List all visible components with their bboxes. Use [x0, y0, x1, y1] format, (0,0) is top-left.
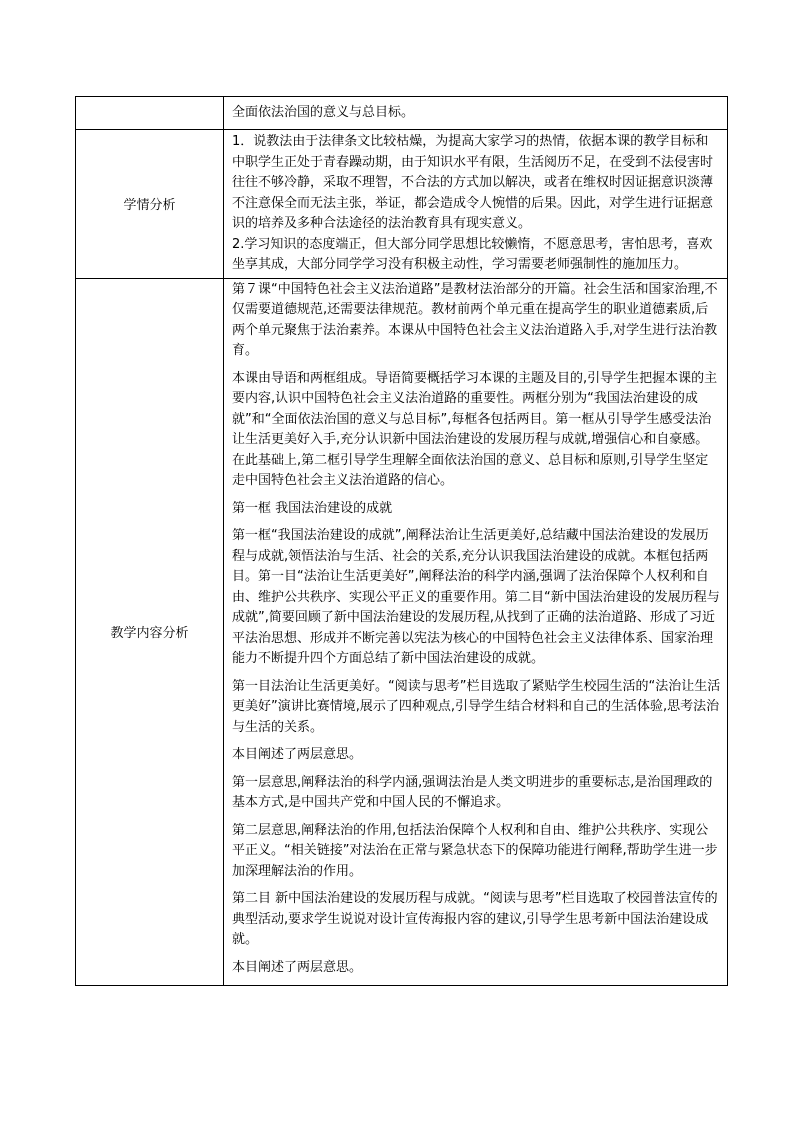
paragraph: 第７课“中国特色社会主义法治道路”是教材法治部分的开篇。社会生活和国家治理,不仅需要道德规范,还需要法律规范。教材前两个单元重在提高学生的职业道德素质,后两个单元聚焦于法治素养。本课从中国特色社会主义法治道路入手,对学生进行法治教育。 — [232, 281, 718, 358]
paragraph: 本课由导语和两框组成。导语简要概括学习本课的主题及目的,引导学生把握本课的主要内容,认识中国特色社会主义法治道路的重要性。两框分别为“我国法治建设的成就”和“全面依法治国的意义与总目标”,每框各包括两目。第一框从引导学生感受法治让生活更美好入手,充分认识新中国法治建设的发展历程与成就,增强信心和自豪感。在此基础上,第二框引导学生理解全面依法治国的意义、总目标和原则,引导学生坚定走中国特色社会主义法治道路的信心。 — [232, 370, 718, 488]
lesson-plan-table — [75, 96, 728, 986]
paragraph: 第二层意思,阐释法治的作用,包括法治保障个人权利和自由、维护公共秩序、实现公平正义。“相关链接”对法治在正常与紧急状态下的保障功能进行阐释,帮助学生进一步加深理解法治的作用。 — [232, 822, 718, 879]
row-content-student-analysis — [224, 130, 728, 279]
row-label-student-analysis: 学情分析 — [76, 130, 224, 279]
paragraph: 第一目法治让生活更美好。“阅读与思考”栏目选取了紧贴学生校园生活的“法治让生活更美好”演讲比赛情境,展示了四种观点,引导学生结合材料和自己的生活体验,思考法治与生活的关系。 — [232, 678, 721, 735]
paragraph: 第一框 我国法治建设的成就 — [232, 500, 393, 516]
paragraph: 本目阐述了两层意思。 — [232, 959, 363, 975]
table-row-student-analysis — [76, 130, 728, 279]
paragraph: 全面依法治国的意义与总目标。 — [232, 104, 415, 120]
table-row-content-analysis — [76, 278, 728, 986]
row-content — [224, 97, 728, 130]
paragraph: 2.学习知识的态度端正，但大部分同学思想比较懒惰，不愿意思考，害怕思考，喜欢坐享其成，大部分同学学习没有积极主动性，学习需要老师强制性的施加压力。 — [232, 236, 713, 272]
paragraph: 第二目 新中国法治建设的发展历程与成就。“阅读与思考”栏目选取了校园普法宣传的典型活动,要求学生说说对设计宣传海报内容的建议,引导学生思考新中国法治建设成就。 — [232, 891, 718, 947]
row-label — [76, 97, 224, 130]
paragraph: 1．说教法由于法律条文比较枯燥，为提高大家学习的热情，依据本课的教学目标和中职学生正处于青春躁动期，由于知识水平有限，生活阅历不足，在受到不法侵害时往往不够冷静，采取不理智，不合法的方式加以解决，或者在维权时因证据意识淡薄不注意保全而无法主张，举证，都会造成令人惋惜的后果。因此，对学生进行证据意识的培养及多种合法途径的法治教育具有现实意义。 — [232, 134, 714, 231]
paragraph: 第一层意思,阐释法治的科学内涵,强调法治是人类文明进步的重要标志,是治国理政的基本方式,是中国共产党和中国人民的不懈追求。 — [232, 774, 713, 810]
paragraph: 第一框“我国法治建设的成就”,阐释法治让生活更美好,总结藏中国法治建设的发展历程与成就,领悟法治与生活、社会的关系,充分认识我国法治建设的成就。本框包括两目。第一目“法治让生活更美好”,阐释法治的科学内涵,强调了法治保障个人权利和自由、维护公共秩序、实现公平正义的重要作用。第二目“新中国法治建设的发展历程与成就”,简要回顾了新中国法治建设的发展历程,从找到了正确的法治道路、形成了习近平法治思想、形成并不断完善以宪法为核心的中国特色社会主义法律体系、国家治理能力不断提升四个方面总结了新中国法治建设的成就。 — [232, 528, 720, 666]
paragraph: 本目阐述了两层意思。 — [232, 747, 363, 762]
row-label-content-analysis: 教学内容分析 — [76, 278, 224, 986]
table-row — [76, 97, 728, 130]
row-content-content-analysis — [224, 278, 728, 986]
